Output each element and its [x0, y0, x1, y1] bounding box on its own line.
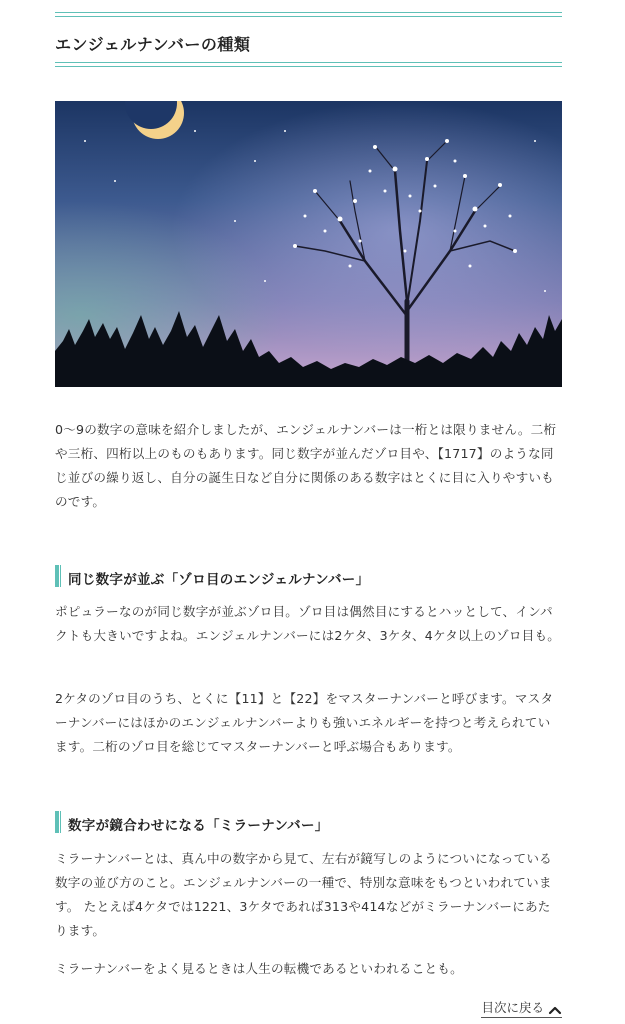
heading-accent-bar	[55, 565, 59, 587]
hero-image	[55, 101, 562, 387]
mirror-paragraph-2: ミラーナンバーをよく見るときは人生の転機であるといわれることも。	[55, 961, 463, 976]
back-to-toc-label: 目次に戻る	[481, 999, 544, 1015]
heading-rule-top-2	[55, 16, 562, 17]
section-title: エンジェルナンバーの種類	[55, 35, 251, 54]
heading-accent-bar-thin	[60, 811, 61, 833]
heading-rule-bottom	[55, 62, 562, 63]
zorome-paragraph-2: 2ケタのゾロ目のうち、とくに【11】と【22】をマスターナンバーと呼びます。マスターナンバーにはほかのエンジェルナンバーよりも強いエネルギーを持つと考えられています。二桁のゾロ目を総じてマスターナンバーと呼ぶ場合もあります。	[55, 691, 554, 754]
chevron-up-icon	[548, 1001, 562, 1013]
heading-rule-top	[55, 12, 562, 13]
zorome-paragraph-1: ポピュラーなのが同じ数字が並ぶゾロ目。ゾロ目は偶然目にするとハッとして、インパクトも大きいですよね。エンジェルナンバーには2ケタ、3ケタ、4ケタ以上のゾロ目も。	[55, 604, 561, 643]
back-to-toc-link[interactable]	[481, 998, 562, 1018]
section-heading	[55, 12, 562, 68]
heading-accent-bar-thin	[60, 565, 61, 587]
intro-paragraph: 0〜9の数字の意味を紹介しましたが、エンジェルナンバーは一桁とは限りません。二桁や三桁、四桁以上のものもあります。同じ数字が並んだゾロ目や、【1717】のような同じ並びの繰り返し、自分の誕生日など自分に関係のある数字はとくに目に入りやすいものです。	[55, 422, 557, 509]
mirror-heading	[55, 811, 562, 833]
mirror-heading-text: 数字が鏡合わせになる「ミラーナンバー」	[68, 818, 329, 834]
mirror-paragraph-1: ミラーナンバーとは、真ん中の数字から見て、左右が鏡写しのようについになっている数字の並び方のこと。エンジェルナンバーの一種で、特別な意味をもつといわれています。 たとえば4ケタでは1221、3ケタであれば313や414などがミラーナンバーにあたります。	[55, 851, 552, 938]
zorome-heading	[55, 565, 562, 587]
heading-rule-bottom-2	[55, 66, 562, 67]
heading-accent-bar	[55, 811, 59, 833]
zorome-heading-text: 同じ数字が並ぶ「ゾロ目のエンジェルナンバー」	[68, 572, 370, 588]
